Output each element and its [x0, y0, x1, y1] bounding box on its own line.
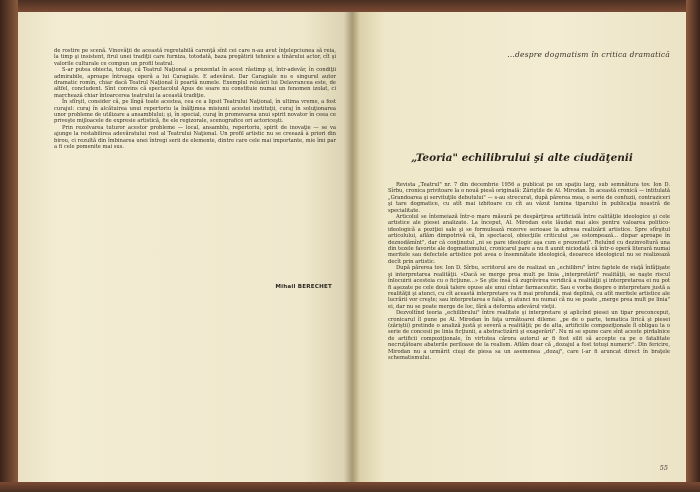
book-cover-bottom-edge	[0, 482, 700, 492]
book-cover-top-edge	[0, 0, 700, 12]
book-cover-left-edge	[0, 0, 18, 492]
left-paragraph-3: În sfîrşit, consider că, pe lîngă toate acestea, cea ce a lipsit Teatrului Naţional, în ultima vreme, a fost curajul: curaj în alcătuirea unui repertoriu la înălţimea misiunii acestei instituţii, curaj în soluţionarea unor probleme de utilizare a ansamblului; şi, în special, curaj în promovarea unui spirit novator în ceea ce priveşte mijloacele de expresie artistică, fie ele regizorale, scenografice ori actoriceşti.	[54, 99, 336, 125]
right-page-body	[388, 182, 670, 361]
right-paragraph-1: Revista „Teatrul" nr. 7 din decembrie 1956 a publicat pe un spaţiu larg, sub semnătura tov. Ion D. Sîrbu, cronica privitoare la o nouă piesă originală: Zăriştile de Al. Mirodan. În această cronică — intitulată „Grandoarea şi servituţile debutului" — s-au strecurat, după părerea mea, o serie de confuzii, contraziceri şi tare dogmatice, cu atît mai izbitoare cu cît au văzut lumina tiparului în publicaţia noastră de specialitate.	[388, 182, 670, 214]
book-cover-right-edge	[686, 0, 700, 492]
running-head: ...despre dogmatism în critica dramatică	[507, 50, 670, 59]
right-paragraph-2: Articolul se întemeiază într-o mare măsură pe despărţirea artificială între calităţile ideologice şi cele artistice ale piesei analizate. La început, Al. Mirodan este lăudat mai ales pentru valoarea politico-ideologică a poziţiei sale şi se formulează rezerve serioase la adresa realizării artistice. Spre sfîrşitul articolului, aflăm dimpotrivă că, în spectacol, obiecţiile criticului „se estompează... dispar aproape în deznodămînt", dar că conţinutul „ni se pare ideologic aşa cum e prezentat". Reluînd cu dezinvoltură una din tezele favorite ale dogmatismului, cronicarul pare a nu fi aunit niciodată că într-o operă literară numai meritele sau defectele artistice pot avea o însemnătate ideologică, deoarece ideologicul nu se realizează decît prin artistic.	[388, 214, 670, 265]
right-paragraph-3: După părerea tov. Ion D. Sîrbu, scriitorul are de realizat un „echilibru" între faptele de viaţă înfăţişate şi interpretarea realităţii. «Dacă se merge prea mult pe linia „interpretării" realităţii, se naşte riscul înlocuirii acesteia cu o ficţiune...» Se ştie însă că zugrăvirea veridică a realităţii şi interpretarea ei nu pot fi aşezate pe cele două talere opuse ale unui cîntar farmaceutic. Sau e vorba despre o interpretare justă a realităţii şi atunci, cu cît această interpretare va fi mai profundă, mai deplină, cu atît meritele artistice ale lucrării vor creşte; sau interpretarea e falsă, şi atunci nu numai că nu se poate „merge prea mult pe linia" ei, dar nu se poate merge de loc, fără a deforma adevărul vieţii.	[388, 265, 670, 310]
left-paragraph-2: S-ar putea obiecta, totuşi, că Teatrul Naţional a prezentat în acest răstimp şi, într-adevăr, în condiţii admirabile, aproape întreaga operă a lui Caragiale. E adevărat. Dar Caragiale nu e singurul autor dramatic romîn, chiar dacă Teatrul Naţional îi poartă numele. Exemplul reluării lui Delavrancea este, de altfel, concludent. Sînt convins că spectacolul Apus de soare nu constituie numai un fenomen izolat, ci marchează chiar întoarcerea teatrului la această tradiţie.	[54, 67, 336, 99]
right-paragraph-4: Dezvoltînd teoria „echilibrului" între realitate şi interpretare şi aplicînd piesei un tipar preconceput, cronicarul îl pune pe Al. Mirodan în faţa următoarei dileme: „pe de o parte, tematica lirică şi piesei (zăriştii) pretinde o analiză justă şi severă a realităţii; pe de alta, artificiile compoziţionale îl obligau la o serie de concesii pe linia ficţiunii, a abstractizării şi exagerării". Nu ni se spune care sînt aceste pirdalnice de artificii compoziţionale, în virtutea cărora autorul ar fi fost silit să accepte ca pe o fatalitate necruţătoare abaterile periloase de la realism. Aflăm doar că „dozajul a fost totuşi numeric". Din fericire, Mirodan nu a urmărit ciuşi de piesa sa un asemenea „dozaj", care l-ar fi aruncat direct în braţele schematismului.	[388, 310, 670, 361]
left-page	[18, 12, 352, 482]
right-page	[352, 12, 686, 482]
left-page-body	[54, 48, 336, 151]
page-number: 55	[659, 464, 668, 472]
book-gutter-shadow	[344, 12, 360, 482]
left-paragraph-4: Prin rezolvarea tuturor acestor probleme — local, ansamblu, repertoriu, spirit de inovaţie — se va ajunge la restabilirea adevăratului rost al Teatrului Naţional. Un profil artistic nu se creează à priori din birou, ci rezultă din îmbinarea unei întregi serii de elemente, dintre care cele mai importante, mie îmi par a fi cele pomenite mai sus.	[54, 124, 336, 151]
author-signature: Mihail BERECHET	[275, 284, 332, 290]
left-paragraph-1: de rostire pe scenă. Vinovăţii de această regretabilă carenţă sînt cei care n-au avut înţelepciunea să reia, la timp şi insistent, firul unei tradiţii care furniza, totodată, baza pregătirii tehnice a tînărului actor, cît şi valorile culturale ce compun un profil teatral.	[54, 48, 336, 67]
article-title: „Teoria" echilibrului şi alte ciudăţenii	[411, 152, 633, 164]
